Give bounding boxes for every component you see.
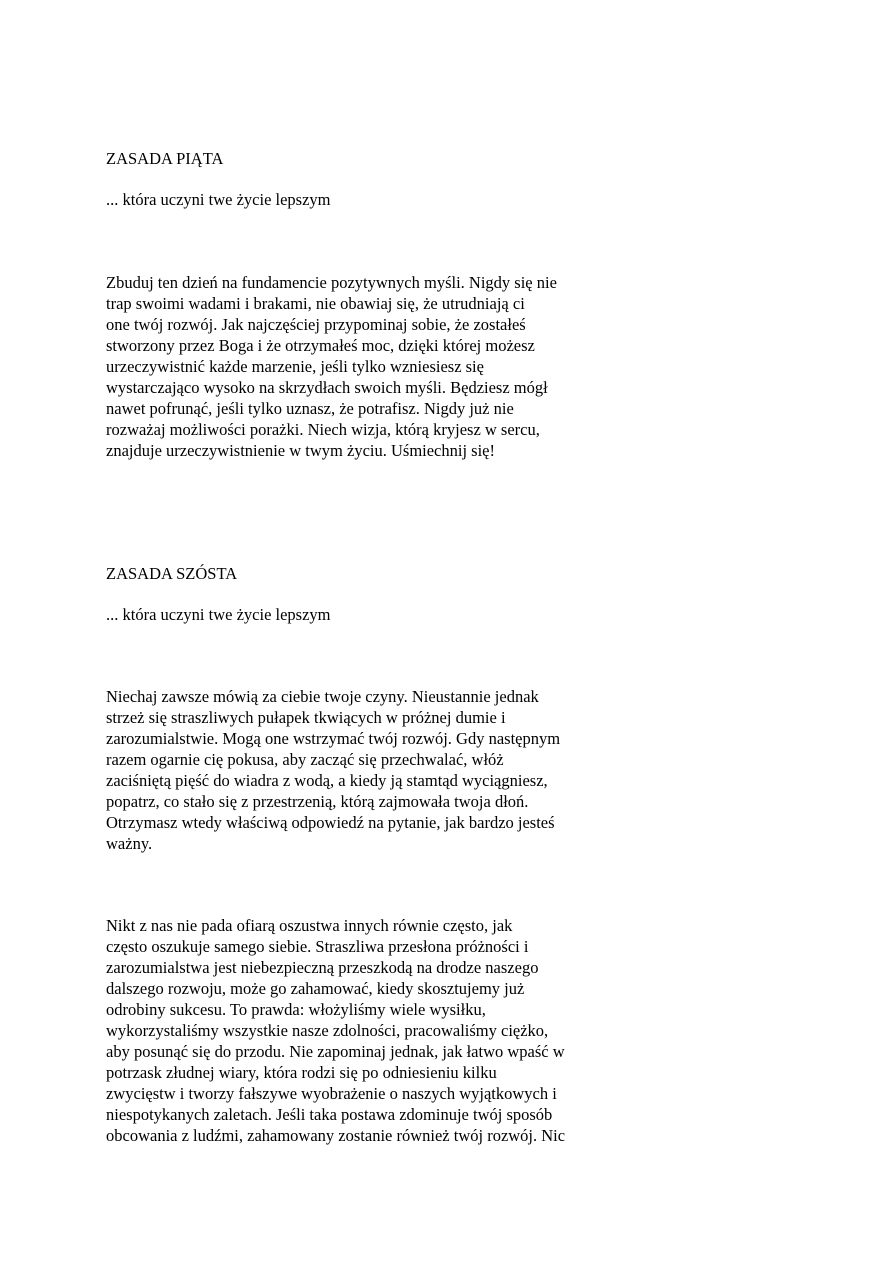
paragraph-line: obcowania z ludźmi, zahamowany zostanie również twój rozwój. Nic bbox=[106, 1126, 566, 1145]
paragraph-line: urzeczywistnić każde marzenie, jeśli tylko wzniesiesz się bbox=[106, 357, 484, 376]
paragraph-line: niespotykanych zaletach. Jeśli taka postawa zdominuje twój sposób bbox=[106, 1105, 553, 1124]
paragraph-line: rozważaj możliwości porażki. Niech wizja, którą kryjesz w sercu, bbox=[106, 420, 540, 439]
paragraph-line: zwycięstw i tworzy fałszywe wyobrażenie o naszych wyjątkowych i bbox=[106, 1084, 557, 1103]
paragraph-line: Otrzymasz wtedy właściwą odpowiedź na pytanie, jak bardzo jesteś bbox=[106, 813, 555, 832]
paragraph-line: ważny. bbox=[106, 834, 153, 853]
paragraph-line: Nikt z nas nie pada ofiarą oszustwa innych równie często, jak bbox=[106, 916, 513, 935]
paragraph-line: zaciśniętą pięść do wiadra z wodą, a kiedy ją stamtąd wyciągniesz, bbox=[106, 771, 548, 790]
section-subtitle: ... która uczyni twe życie lepszym bbox=[106, 190, 331, 209]
section-heading: ZASADA PIĄTA bbox=[106, 149, 224, 168]
paragraph-line: odrobiny sukcesu. To prawda: włożyliśmy wiele wysiłku, bbox=[106, 1000, 486, 1019]
paragraph-line: znajduje urzeczywistnienie w twym życiu. Uśmiechnij się! bbox=[106, 441, 495, 460]
paragraph-line: zarozumialstwa jest niebezpieczną przeszkodą na drodze naszego bbox=[106, 958, 539, 977]
paragraph-line: razem ogarnie cię pokusa, aby zacząć się przechwalać, włóż bbox=[106, 750, 504, 769]
paragraph-line: zarozumialstwie. Mogą one wstrzymać twój rozwój. Gdy następnym bbox=[106, 729, 561, 748]
paragraph-line: wykorzystaliśmy wszystkie nasze zdolności, pracowaliśmy ciężko, bbox=[106, 1021, 549, 1040]
paragraph-line: Niechaj zawsze mówią za ciebie twoje czyny. Nieustannie jednak bbox=[106, 687, 539, 706]
section-heading: ZASADA SZÓSTA bbox=[106, 564, 238, 583]
paragraph-line: strzeż się straszliwych pułapek tkwiących w próżnej dumie i bbox=[106, 708, 506, 727]
paragraph-line: Zbuduj ten dzień na fundamencie pozytywnych myśli. Nigdy się nie bbox=[106, 273, 557, 292]
paragraph-line: często oszukuje samego siebie. Straszliwa przesłona próżności i bbox=[106, 937, 529, 956]
paragraph-line: popatrz, co stało się z przestrzenią, którą zajmowała twoja dłoń. bbox=[106, 792, 529, 811]
paragraph-line: potrzask złudnej wiary, która rodzi się po odniesieniu kilku bbox=[106, 1063, 497, 1082]
section-subtitle: ... która uczyni twe życie lepszym bbox=[106, 605, 331, 624]
paragraph-line: nawet pofrunąć, jeśli tylko uznasz, że potrafisz. Nigdy już nie bbox=[106, 399, 514, 418]
paragraph-line: trap swoimi wadami i brakami, nie obawiaj się, że utrudniają ci bbox=[106, 294, 525, 313]
paragraph-line: aby posunąć się do przodu. Nie zapominaj jednak, jak łatwo wpaść w bbox=[106, 1042, 565, 1061]
paragraph-line: dalszego rozwoju, może go zahamować, kiedy skosztujemy już bbox=[106, 979, 525, 998]
paragraph-line: one twój rozwój. Jak najczęściej przypominaj sobie, że zostałeś bbox=[106, 315, 526, 334]
paragraph-line: wystarczająco wysoko na skrzydłach swoich myśli. Będziesz mógł bbox=[106, 378, 548, 397]
paragraph-line: stworzony przez Boga i że otrzymałeś moc, dzięki której możesz bbox=[106, 336, 535, 355]
